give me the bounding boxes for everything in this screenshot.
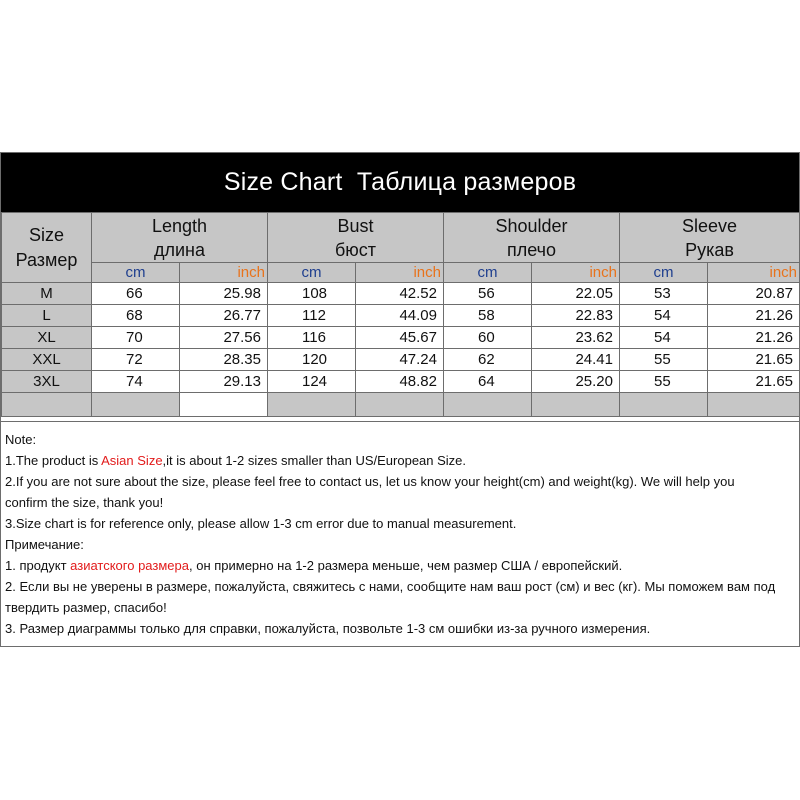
shoulder-inch-cell: 22.83: [532, 305, 620, 327]
unit-inch-header: inch: [356, 263, 444, 283]
length-inch-cell: 26.77: [180, 305, 268, 327]
shoulder-inch-cell: 24.41: [532, 349, 620, 371]
empty-cell: [180, 393, 268, 417]
note-ru-1-end: , он примерно на 1-2 размера меньше, чем размер США / европейский.: [188, 558, 623, 573]
sleeve-header: [620, 213, 800, 263]
shoulder-cm-cell: 58: [444, 305, 532, 327]
note-en-2a: 2.If you are not sure about the size, please feel free to contact us, let us know your height(cm) and weight(kg). We will help you: [5, 474, 735, 489]
shoulder-header-en: Shoulder: [495, 216, 568, 236]
length-cm-cell: 66: [92, 283, 180, 305]
length-cm-cell: 72: [92, 349, 180, 371]
unit-cm-header: cm: [620, 263, 708, 283]
unit-inch-header: inch: [532, 263, 620, 283]
shoulder-header: [444, 213, 620, 263]
bust-inch-cell: 48.82: [356, 371, 444, 393]
bust-header-en: Bust: [337, 216, 374, 236]
sleeve-cm-cell: 55: [620, 349, 708, 371]
unit-cm-header: cm: [444, 263, 532, 283]
empty-cell: [620, 393, 708, 417]
sleeve-inch-cell: 20.87: [708, 283, 800, 305]
shoulder-inch-cell: 25.20: [532, 371, 620, 393]
sleeve-inch-cell: 21.65: [708, 371, 800, 393]
size-label-cell: XL: [2, 327, 92, 349]
sleeve-cm-cell: 54: [620, 327, 708, 349]
note-en-1-start: 1.The product is: [5, 453, 102, 468]
unit-inch-header: inch: [180, 263, 268, 283]
note-heading-ru: Примечание:: [5, 537, 84, 552]
note-ru-2a: 2. Если вы не уверены в размере, пожалуйста, свяжитесь с нами, сообщите нам ваш рост (см) и вес (кг). Мы поможем вам под: [5, 579, 776, 594]
bust-header: [268, 213, 444, 263]
size-label-cell: XXL: [2, 349, 92, 371]
shoulder-cm-cell: 62: [444, 349, 532, 371]
unit-header-row: [2, 263, 800, 283]
note-ru-2b: твердить размер, спасибо!: [5, 600, 167, 615]
notes-section: [1, 421, 799, 646]
size-chart-sheet: [0, 152, 800, 647]
bust-cm-cell: 108: [268, 283, 356, 305]
note-heading-en: Note:: [5, 432, 37, 447]
bust-inch-cell: 45.67: [356, 327, 444, 349]
note-ru-1-start: 1. продукт: [5, 558, 71, 573]
size-header-ru: Размер: [15, 249, 78, 270]
length-cm-cell: 74: [92, 371, 180, 393]
table-row: [2, 327, 800, 349]
bust-inch-cell: 44.09: [356, 305, 444, 327]
sleeve-inch-cell: 21.26: [708, 327, 800, 349]
length-header-ru: длина: [153, 240, 205, 260]
length-inch-cell: 28.35: [180, 349, 268, 371]
bust-cm-cell: 112: [268, 305, 356, 327]
size-table: [1, 212, 800, 417]
bust-cm-cell: 120: [268, 349, 356, 371]
note-en-3: 3.Size chart is for reference only, please allow 1-3 cm error due to manual measurement.: [5, 516, 517, 531]
note-en-1-end: ,it is about 1-2 sizes smaller than US/European Size.: [162, 453, 467, 468]
table-row: [2, 305, 800, 327]
bust-header-ru: бюст: [334, 240, 377, 260]
bust-cm-cell: 116: [268, 327, 356, 349]
unit-cm-header: cm: [268, 263, 356, 283]
length-header-en: Length: [151, 216, 208, 236]
empty-row: [2, 393, 800, 417]
table-row: [2, 371, 800, 393]
unit-cm-header: cm: [92, 263, 180, 283]
sleeve-cm-cell: 54: [620, 305, 708, 327]
sleeve-cm-cell: 55: [620, 371, 708, 393]
shoulder-cm-cell: 56: [444, 283, 532, 305]
size-header-en: Size: [28, 224, 64, 245]
bust-inch-cell: 47.24: [356, 349, 444, 371]
empty-cell: [268, 393, 356, 417]
size-label-cell: 3XL: [2, 371, 92, 393]
bust-cm-cell: 124: [268, 371, 356, 393]
sleeve-cm-cell: 53: [620, 283, 708, 305]
note-ru-3: 3. Размер диаграммы только для справки, пожалуйста, позвольте 1-3 см ошибки из-за ручного измерения.: [5, 621, 651, 636]
sleeve-header-ru: Рукав: [685, 240, 734, 260]
sleeve-header-en: Sleeve: [681, 216, 738, 236]
shoulder-inch-cell: 22.05: [532, 283, 620, 305]
length-cm-cell: 70: [92, 327, 180, 349]
sleeve-inch-cell: 21.65: [708, 349, 800, 371]
note-en-1: [5, 450, 799, 471]
asian-size-highlight: Asian Size: [101, 453, 163, 468]
length-inch-cell: 29.13: [180, 371, 268, 393]
length-inch-cell: 25.98: [180, 283, 268, 305]
length-inch-cell: 27.56: [180, 327, 268, 349]
size-column-header: [2, 213, 92, 283]
bust-inch-cell: 42.52: [356, 283, 444, 305]
length-header: [92, 213, 268, 263]
note-en-2b: confirm the size, thank you!: [5, 495, 164, 510]
asian-size-highlight-ru: азиатского размера: [70, 558, 189, 573]
empty-cell: [92, 393, 180, 417]
unit-inch-header: inch: [708, 263, 800, 283]
table-row: [2, 283, 800, 305]
group-header-row: [2, 213, 800, 263]
sleeve-inch-cell: 21.26: [708, 305, 800, 327]
size-label-cell: L: [2, 305, 92, 327]
empty-cell: [708, 393, 800, 417]
shoulder-cm-cell: 60: [444, 327, 532, 349]
size-label-cell: M: [2, 283, 92, 305]
length-cm-cell: 68: [92, 305, 180, 327]
shoulder-inch-cell: 23.62: [532, 327, 620, 349]
page-title: Size Chart Таблица размеров: [1, 153, 799, 212]
note-ru-1: [5, 555, 799, 576]
shoulder-header-ru: плечо: [506, 240, 557, 260]
empty-cell: [356, 393, 444, 417]
shoulder-cm-cell: 64: [444, 371, 532, 393]
empty-cell: [444, 393, 532, 417]
empty-cell: [2, 393, 92, 417]
table-row: [2, 349, 800, 371]
empty-cell: [532, 393, 620, 417]
